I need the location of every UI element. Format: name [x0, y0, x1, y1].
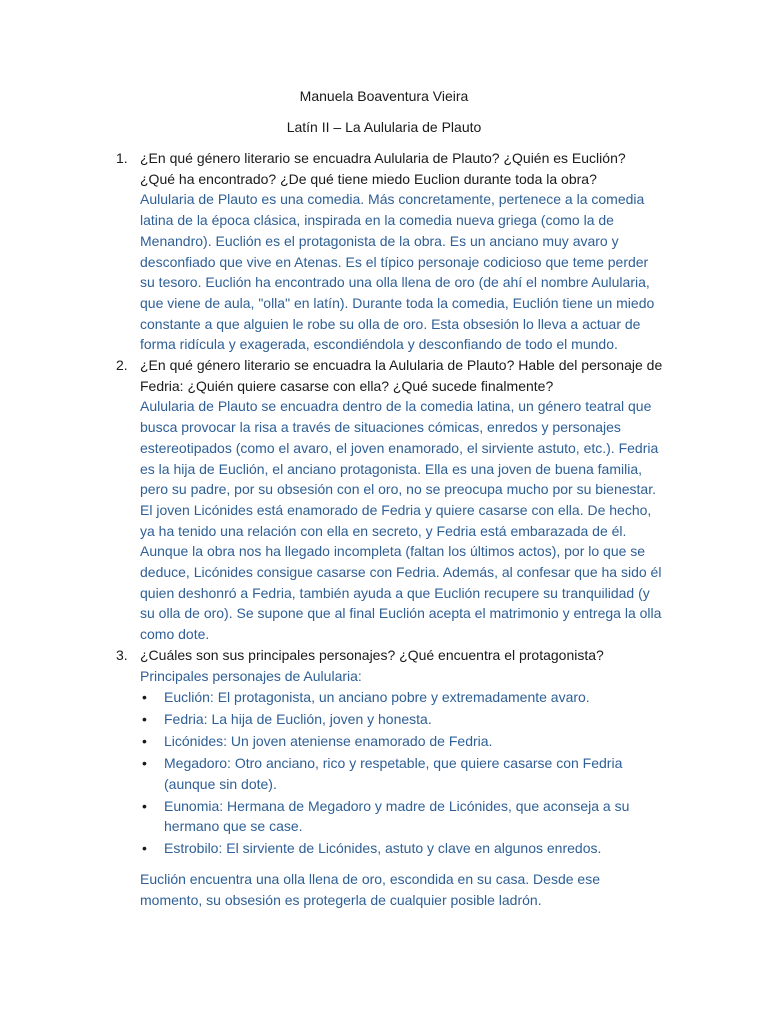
question-text: ¿Cuáles son sus principales personajes? ¿Qué encuentra el protagonista?: [140, 646, 604, 663]
list-item: • Fedria: La hija de Euclión, joven y honesta.: [140, 709, 664, 730]
list-item: • Megadoro: Otro anciano, rico y respetable, que quiere casarse con Fedria (aunque sin dote).: [140, 753, 664, 794]
question-item-2: [116, 355, 664, 645]
question-list: [116, 148, 664, 910]
question-item-3: [116, 645, 664, 911]
list-item: • Estrobilo: El sirviente de Licónides, astuto y clave en algunos enredos.: [140, 838, 664, 859]
answer-text: Aulularia de Plauto es una comedia. Más concretamente, pertenece a la comedia latina de la época clásica, inspirada en la comedia nueva griega (como la de Menandro). Euclión es el protagonista de la obra. Es un anciano muy avaro y desconfiado que vive en Atenas. Es el típico personaje codicioso que teme perder su tesoro. Euclión ha encontrado una olla llena de oro (de ahí el nombre Aulularia, que viene de aula, "olla" en latín). Durante toda la comedia, Euclión tiene un miedo constante a que alguien le robe su olla de oro. Esta obsesión lo lleva a actuar de forma ridícula y exagerada, escondiéndola y desconfiando de todo el mundo.: [140, 191, 655, 353]
answer-text: Aulularia de Plauto se encuadra dentro de la comedia latina, un género teatral que busca provocar la risa a través de situaciones cómicas, enredos y personajes estereotipados (como el avaro, el joven enamorado, el sirviente astuto, etc.). Fedria es la hija de Euclión, el anciano protagonista. Ella es una joven de buena familia, pero su padre, por su obsesión con el oro, no se preocupa mucho por su bienestar. El joven Licónides está enamorado de Fedria y quiere casarse con ella. De hecho, ya ha tenido una relación con ella en secreto, y Fedria está embarazada de él. Aunque la obra nos ha llegado incompleta (faltan los últimos actos), por lo que se deduce, Licónides consigue casarse con Fedria. Además, al confesar que ha sido él quien deshonró a Fedria, también ayuda a que Euclión recupere su tranquilidad (y su olla de oro). Se supone que al final Euclión acepta el matrimonio y entrega la olla como dote.: [140, 398, 662, 643]
question-number: 3.: [116, 646, 128, 663]
answer-conclusion: Euclión encuentra una olla llena de oro, escondida en su casa. Desde ese momento, su obsesión es protegerla de cualquier posible ladrón.: [140, 871, 600, 908]
question-number: 1.: [116, 150, 128, 166]
list-item: • Licónides: Un joven ateniense enamorado de Fedria.: [140, 731, 664, 752]
question-text: ¿En qué género literario se encuadra Aulularia de Plauto? ¿Quién es Euclión? ¿Qué ha encontrado? ¿De qué tiene miedo Euclion durante toda la obra?: [140, 150, 626, 187]
character-list: [140, 687, 664, 859]
list-item: • Euclión: El protagonista, un anciano pobre y extremadamente avaro.: [140, 687, 664, 708]
document-title: Latín II – La Aulularia de Plauto: [286, 119, 482, 135]
author-name: Manuela Boaventura Vieira: [299, 88, 469, 104]
list-item: • Eunomia: Hermana de Megadoro y madre de Licónides, que aconseja a su hermano que se case.: [140, 796, 664, 837]
question-number: 2.: [116, 357, 128, 374]
question-text: ¿En qué género literario se encuadra la Aulularia de Plauto? Hable del personaje de Fedria: ¿Quién quiere casarse con ella? ¿Qué sucede finalmente?: [140, 357, 663, 394]
answer-intro: Principales personajes de Aulularia:: [140, 667, 362, 684]
question-item-1: [116, 148, 664, 355]
